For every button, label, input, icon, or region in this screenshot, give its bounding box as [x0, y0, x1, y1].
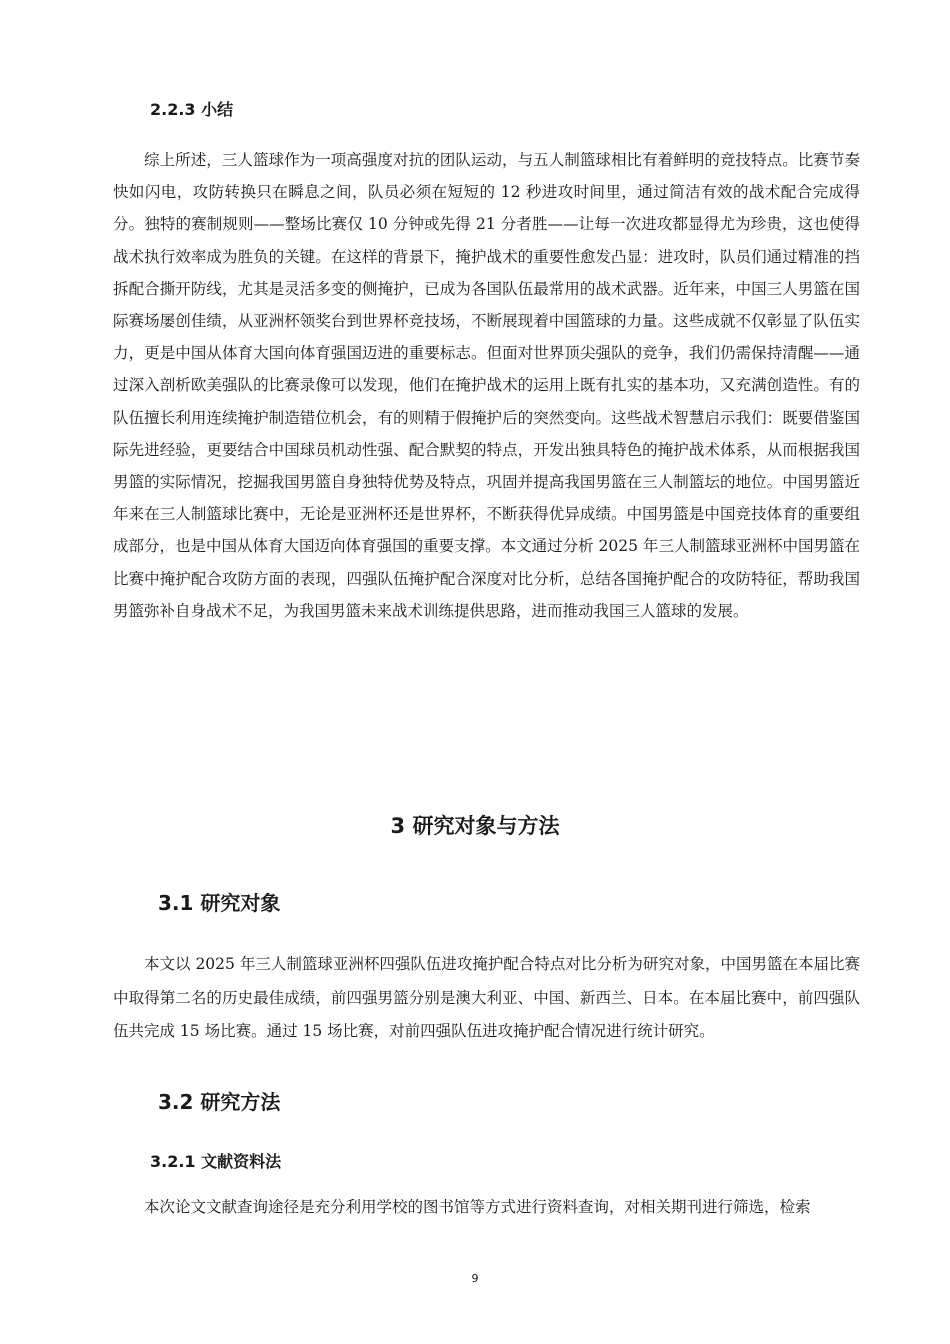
- section-heading-3-2-1: 3.2.1 文献资料法: [150, 1152, 282, 1171]
- chapter-heading-3: 3 研究对象与方法: [390, 814, 560, 838]
- literature-method-paragraph: 本次论文文献查询途径是充分利用学校的图书馆等方式进行资料查询，对相关期刊进行筛选，检索: [144, 1198, 811, 1216]
- section-heading-3-1: 3.1 研究对象: [158, 891, 281, 915]
- research-object-paragraph: 本文以 2025 年三人制篮球亚洲杯四强队伍进攻掩护配合特点对比分析为研究对象，中国男篮在本届比赛中取得第二名的历史最佳成绩，前四强男篮分别是澳大利亚、中国、新西兰、日本。在本届比赛中，前四强队伍共完成 15 场比赛。通过 15 场比赛，对前四强队伍进攻掩护配合情况进行统计研究。: [113, 955, 860, 1040]
- page-number: 9: [471, 1272, 479, 1285]
- summary-paragraph: 综上所述，三人篮球作为一项高强度对抗的团队运动，与五人制篮球相比有着鲜明的竞技特点。比赛节奏快如闪电，攻防转换只在瞬息之间，队员必须在短短的 12 秒进攻时间里，通过简洁有效的战术配合完成得分。独特的赛制规则——整场比赛仅 10 分钟或先得 21 分者胜——让每一次进攻都显得尤为珍贵，这也使得战术执行效率成为胜负的关键。在这样的背景下，掩护战术的重要性愈发凸显：进攻时，队员们通过精准的挡拆配合撕开防线，尤其是灵活多变的侧掩护，已成为各国队伍最常用的战术武器。近年来，中国三人男篮在国际赛场屡创佳绩，从亚洲杯领奖台到世界杯竞技场，不断展现着中国篮球的力量。这些成就不仅彰显了队伍实力，更是中国从体育大国向体育强国迈进的重要标志。但面对世界顶尖强队的竞争，我们仍需保持清醒——通过深入剖析欧美强队的比赛录像可以发现，他们在掩护战术的运用上既有扎实的基本功，又充满创造性。有的队伍擅长利用连续掩护制造错位机会，有的则精于假掩护后的突然变向。这些战术智慧启示我们：既要借鉴国际先进经验，更要结合中国球员机动性强、配合默契的特点，开发出独具特色的掩护战术体系，从而根据我国男篮的实际情况，挖掘我国男篮自身独特优势及特点，巩固并提高我国男篮在三人制篮坛的地位。中国男篮近年来在三人制篮球比赛中，无论是亚洲杯还是世界杯，不断获得优异成绩。中国男篮是中国竞技体育的重要组成部分，也是中国从体育大国迈向体育强国的重要支撑。本文通过分析 2025 年三人制篮球亚洲杯中国男篮在比赛中掩护配合攻防方面的表现，四强队伍掩护配合深度对比分析，总结各国掩护配合的攻防特征，帮助我国男篮弥补自身战术不足，为我国男篮未来战术训练提供思路，进而推动我国三人篮球的发展。: [113, 151, 860, 620]
- section-heading-3-2: 3.2 研究方法: [158, 1090, 281, 1114]
- section-heading-2-2-3: 2.2.3 小结: [150, 100, 234, 119]
